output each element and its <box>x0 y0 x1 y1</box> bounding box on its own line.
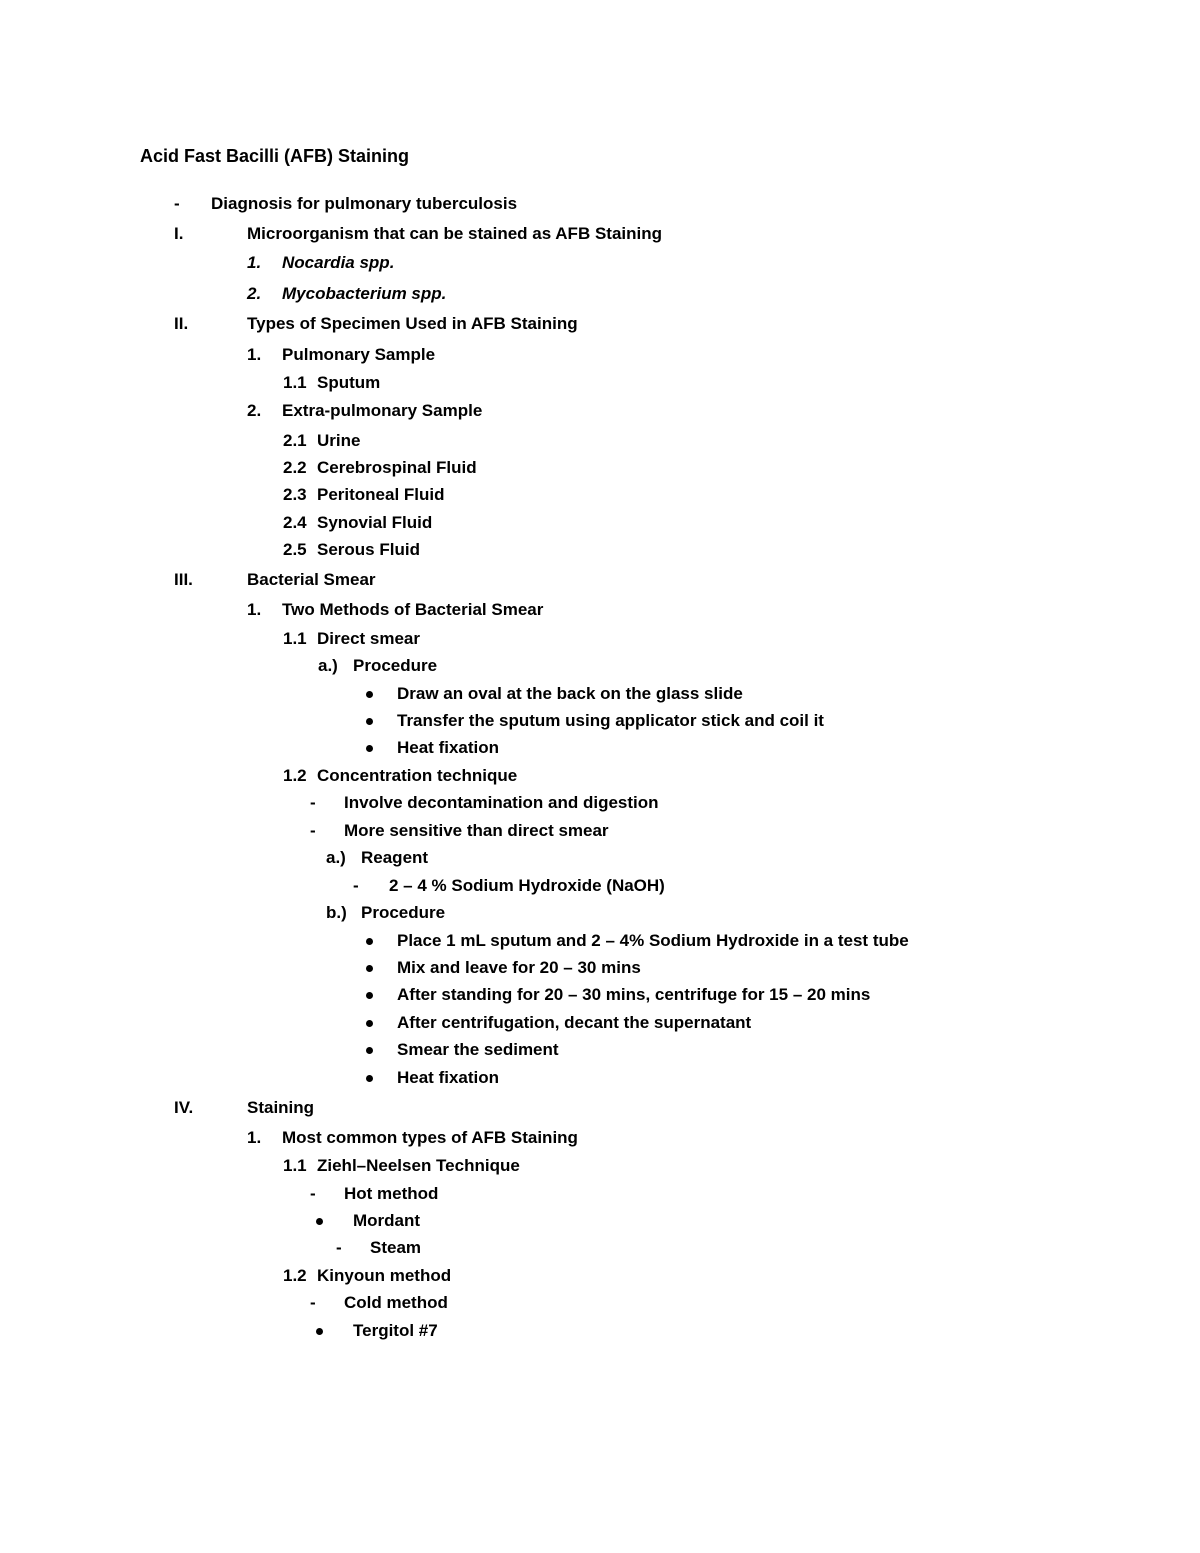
outline-item <box>0 654 1200 678</box>
outline-item <box>0 874 1200 898</box>
outline-item-marker: 1.2 <box>283 766 307 785</box>
outline-item <box>0 682 1200 706</box>
outline-item-text: Reagent <box>361 848 429 867</box>
outline-item-text: Staining <box>247 1098 315 1117</box>
outline-item-text: Most common types of AFB Staining <box>282 1128 578 1147</box>
outline-item-marker: - <box>310 1293 316 1312</box>
outline-item <box>0 1066 1200 1090</box>
outline-item <box>0 956 1200 980</box>
outline-item <box>0 1038 1200 1062</box>
document-title: Acid Fast Bacilli (AFB) Staining <box>140 146 410 166</box>
outline-item-text: Procedure <box>361 903 446 922</box>
outline-item-marker: 1. <box>247 600 262 619</box>
bullet-icon <box>316 1328 323 1335</box>
outline-item-marker: - <box>336 1238 342 1257</box>
outline-item <box>0 791 1200 815</box>
outline-item <box>0 709 1200 733</box>
outline-item-text: Tergitol #7 <box>353 1321 438 1340</box>
outline-item-marker: 2.2 <box>283 458 307 477</box>
outline-item <box>0 312 1200 336</box>
outline-item-text: After centrifugation, decant the supernatant <box>397 1013 752 1032</box>
bullet-icon <box>366 965 373 972</box>
outline-item <box>0 764 1200 788</box>
outline-item <box>0 1096 1200 1120</box>
outline-item-text: Extra-pulmonary Sample <box>282 401 483 420</box>
outline-item <box>0 222 1200 246</box>
outline-item <box>0 343 1200 367</box>
outline-item-text: Heat fixation <box>397 1068 500 1087</box>
outline-item <box>0 1319 1200 1343</box>
outline-item-text: Mycobacterium spp. <box>282 284 447 303</box>
outline-item-marker: b.) <box>326 903 347 922</box>
outline-item-text: Nocardia spp. <box>282 253 395 272</box>
outline-item <box>0 846 1200 870</box>
outline-item <box>0 819 1200 843</box>
outline-item-text: 2 – 4 % Sodium Hydroxide (NaOH) <box>389 876 665 895</box>
outline-item-text: Cold method <box>344 1293 448 1312</box>
outline-item-marker: III. <box>174 570 193 589</box>
outline-item-marker: 1.2 <box>283 1266 307 1285</box>
outline-item-text: Two Methods of Bacterial Smear <box>282 600 544 619</box>
bullet-icon <box>366 938 373 945</box>
outline-item-marker: 2.1 <box>283 431 307 450</box>
bullet-icon <box>366 1075 373 1082</box>
outline-item <box>0 251 1200 275</box>
outline-item <box>0 1209 1200 1233</box>
outline-item-text: After standing for 20 – 30 mins, centrifuge for 15 – 20 mins <box>397 985 871 1004</box>
outline-item-marker: II. <box>174 314 189 333</box>
outline-item <box>0 1126 1200 1150</box>
outline-item <box>0 1291 1200 1315</box>
outline-item-text: Diagnosis for pulmonary tuberculosis <box>211 194 518 213</box>
outline-item <box>0 192 1200 216</box>
outline-item-text: Transfer the sputum using applicator stick and coil it <box>397 711 824 730</box>
outline-item <box>0 983 1200 1007</box>
outline-item <box>0 568 1200 592</box>
outline-item <box>0 511 1200 535</box>
outline-item <box>0 598 1200 622</box>
outline-item-text: Draw an oval at the back on the glass slide <box>397 684 743 703</box>
outline-item-text: Bacterial Smear <box>247 570 376 589</box>
outline-item-text: Involve decontamination and digestion <box>344 793 659 812</box>
outline-item-marker: 1. <box>247 345 262 364</box>
outline-item-text: Place 1 mL sputum and 2 – 4% Sodium Hydroxide in a test tube <box>397 931 909 950</box>
outline-item <box>0 1236 1200 1260</box>
outline-item-text: Mix and leave for 20 – 30 mins <box>397 958 641 977</box>
bullet-icon <box>316 1218 323 1225</box>
outline-item-marker: - <box>174 194 180 213</box>
bullet-icon <box>366 1047 373 1054</box>
outline-item-text: Sputum <box>317 373 381 392</box>
outline-item <box>0 282 1200 306</box>
outline-item <box>0 456 1200 480</box>
bullet-icon <box>366 745 373 752</box>
outline-item-text: Smear the sediment <box>397 1040 559 1059</box>
outline-item-text: Urine <box>317 431 361 450</box>
outline-item-text: Steam <box>370 1238 422 1257</box>
outline-item-text: Ziehl–Neelsen Technique <box>317 1156 520 1175</box>
outline-item <box>0 1154 1200 1178</box>
outline-item-text: Cerebrospinal Fluid <box>317 458 477 477</box>
outline-item-marker: a.) <box>326 848 346 867</box>
outline-item-marker: - <box>310 793 316 812</box>
outline-item-marker: 1. <box>247 253 262 272</box>
outline-item-marker: - <box>310 821 316 840</box>
outline-item <box>0 371 1200 395</box>
outline-item-marker: - <box>310 1184 316 1203</box>
outline-item-marker: - <box>353 876 359 895</box>
bullet-icon <box>366 992 373 999</box>
bullet-icon <box>366 718 373 725</box>
bullet-icon <box>366 691 373 698</box>
outline-item <box>0 538 1200 562</box>
outline-item-marker: 1.1 <box>283 1156 307 1175</box>
outline-item-text: Kinyoun method <box>317 1266 452 1285</box>
outline-item-text: Mordant <box>353 1211 421 1230</box>
outline-item-marker: 1. <box>247 1128 262 1147</box>
outline-item-text: Pulmonary Sample <box>282 345 436 364</box>
outline-item-text: Direct smear <box>317 629 421 648</box>
outline-item-marker: IV. <box>174 1098 194 1117</box>
outline-item <box>0 399 1200 423</box>
outline-item <box>0 627 1200 651</box>
outline-item <box>0 929 1200 953</box>
outline-item-marker: 2.4 <box>283 513 307 532</box>
outline-item-text: Concentration technique <box>317 766 518 785</box>
outline-item-marker: 2.3 <box>283 485 307 504</box>
outline-item-text: Peritoneal Fluid <box>317 485 445 504</box>
outline-item <box>0 901 1200 925</box>
outline-item-text: Procedure <box>353 656 438 675</box>
outline-item-marker: I. <box>174 224 184 243</box>
bullet-icon <box>366 1020 373 1027</box>
outline-item-text: Serous Fluid <box>317 540 420 559</box>
outline-item-marker: 1.1 <box>283 629 307 648</box>
outline-item <box>0 1264 1200 1288</box>
outline-item-marker: 2. <box>247 401 262 420</box>
outline-item-text: More sensitive than direct smear <box>344 821 609 840</box>
outline-item-text: Types of Specimen Used in AFB Staining <box>247 314 578 333</box>
outline-item <box>0 1182 1200 1206</box>
outline-item-text: Hot method <box>344 1184 439 1203</box>
outline-item-text: Heat fixation <box>397 738 500 757</box>
outline-item-text: Microorganism that can be stained as AFB Staining <box>247 224 662 243</box>
outline-item-marker: 1.1 <box>283 373 307 392</box>
outline-item-marker: 2. <box>247 284 262 303</box>
outline-item <box>0 1011 1200 1035</box>
outline-item-marker: a.) <box>318 656 338 675</box>
outline-item <box>0 483 1200 507</box>
outline-item-text: Synovial Fluid <box>317 513 433 532</box>
outline-item <box>0 429 1200 453</box>
outline-item-marker: 2.5 <box>283 540 307 559</box>
outline-item <box>0 736 1200 760</box>
